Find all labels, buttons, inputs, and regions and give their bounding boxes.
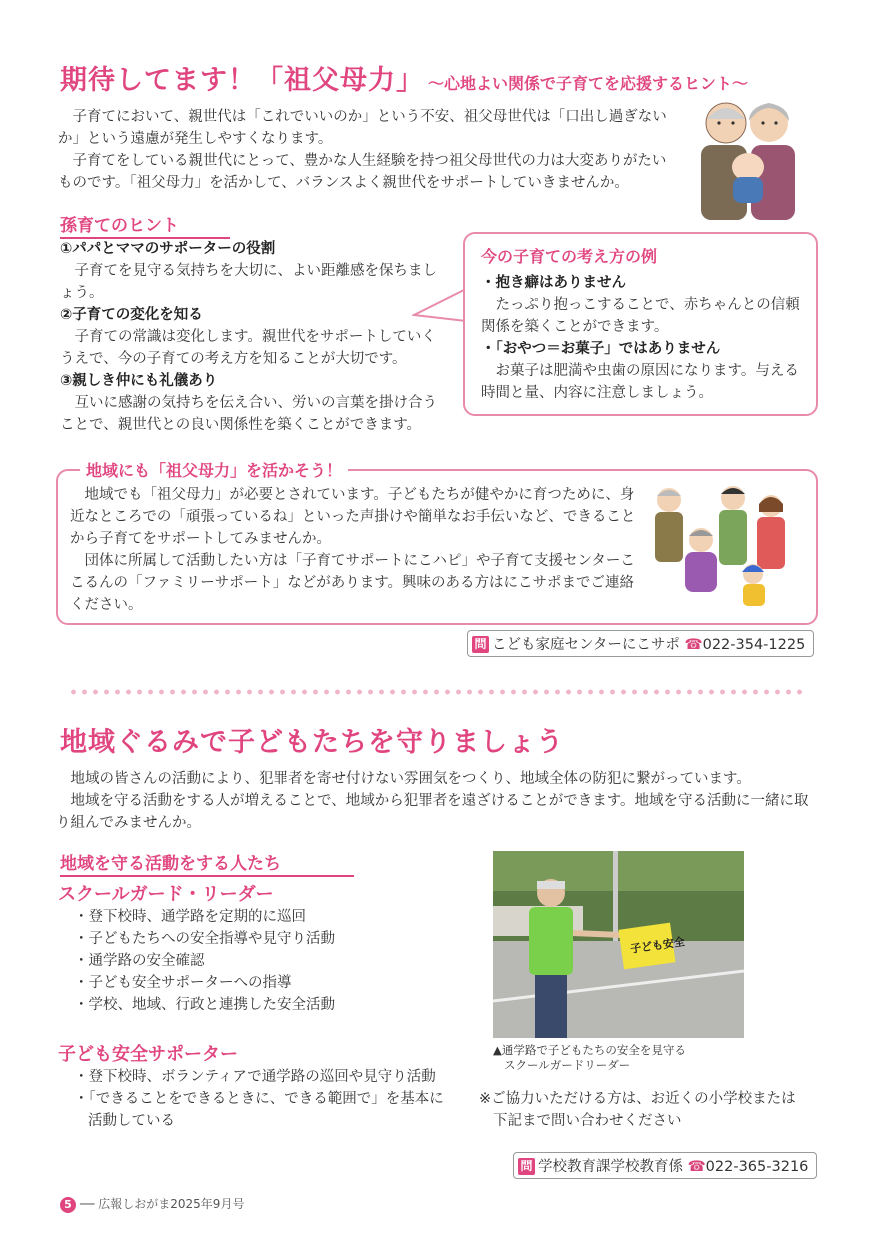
contact-phone: 022-365-3216 [705, 1159, 809, 1175]
supporter-title: 子ども安全サポーター [58, 1044, 238, 1065]
contact-nikosapo [467, 630, 814, 657]
note-line: 下記まで問い合わせください [493, 1113, 682, 1129]
hint-title: ①パパとママのサポーターの役割 [60, 241, 276, 257]
parenting-examples-bubble [463, 232, 818, 416]
note-line: ※ご協力いただける方は、お近くの小学校または [479, 1091, 796, 1107]
guard-title: スクールガード・リーダー [58, 884, 274, 905]
hint-title: ②子育ての変化を知る [60, 307, 203, 323]
section1-title-text: 期待してます！「祖父母力」 [60, 65, 424, 96]
contact-phone: 022-354-1225 [702, 637, 806, 653]
list-item: ・「できることをできるときに、できる範囲で」を基本に活動している [74, 1091, 444, 1129]
community-text [70, 484, 636, 616]
page-number: 5 [60, 1197, 76, 1213]
list-item: ・通学路の安全確認 [74, 953, 205, 969]
bubble-item-body: たっぷり抱っこすることで、赤ちゃんとの信頼関係を築くことができます。 [481, 297, 800, 335]
photo-scene [493, 851, 744, 1038]
community-paragraph: 地域でも「祖父母力」が必要とされています。子どもたちが健やかに育つために、身近なところでの「頑張っているね」といった声掛けや簡単なお手伝いなど、できることから子育てをサポートしてみませんか。 [70, 487, 636, 547]
community-box-title: 地域にも「祖父母力」を活かそう！ [80, 458, 348, 481]
photo-caption [493, 1043, 686, 1073]
inquiry-badge: 問 [518, 1158, 535, 1175]
people-heading: 地域を守る活動をする人たち [60, 849, 354, 877]
hint-body: 子育ての常識は変化します。親世代をサポートしていくうえで、今の子育ての考え方を知ることが大切です。 [60, 329, 436, 367]
list-item: ・子ども安全サポーターへの指導 [74, 975, 292, 991]
caption-line: スクールガードリーダー [504, 1058, 631, 1072]
list-item: ・子どもたちへの安全指導や見守り活動 [74, 931, 335, 947]
school-guard-photo [493, 851, 744, 1038]
guard-list [74, 906, 454, 1016]
intro-paragraph: 地域の皆さんの活動により、犯罪者を寄せ付けない雰囲気をつくり、地域全体の防犯に繋がっています。 [70, 771, 751, 787]
sign-text: 子ども安全 [629, 935, 686, 956]
bubble-title: 今の子育ての考え方の例 [481, 247, 658, 266]
hints-heading: 孫育てのヒント [60, 211, 230, 239]
phone-icon: ☎ [684, 637, 703, 653]
section1-intro [58, 106, 670, 194]
section1-title [60, 58, 748, 97]
contact-name: こども家庭センターにこサポ [492, 637, 680, 653]
list-item: ・登下校時、通学路を定期的に巡回 [74, 909, 306, 925]
page-footer [60, 1195, 244, 1213]
inquiry-badge: 問 [472, 636, 489, 653]
dotted-divider [68, 689, 808, 695]
hint-title: ③親しき仲にも礼儀あり [60, 373, 218, 389]
cooperation-note [479, 1088, 796, 1132]
grandparents-illustration [693, 95, 803, 225]
section2-intro [56, 768, 818, 834]
hint-body: 互いに感謝の気持ちを伝え合い、労いの言葉を掛け合うことで、親世代との良い関係性を築くことができます。 [60, 395, 437, 433]
list-item: ・登下校時、ボランティアで通学路の巡回や見守り活動 [74, 1069, 436, 1085]
list-item: ・学校、地域、行政と連携した安全活動 [74, 997, 335, 1013]
hint-body: 子育てを見守る気持ちを大切に、よい距離感を保ちましょう。 [60, 263, 437, 301]
community-paragraph: 団体に所属して活動したい方は「子育てサポートにこハピ」や子育て支援センターここるんの「ファミリーサポート」などがあります。興味のある方はにこサポまでご連絡ください。 [70, 553, 635, 613]
section1-subtitle: ～心地よい関係で子育てを応援するヒント～ [428, 74, 749, 93]
bubble-body [481, 272, 803, 404]
bubble-item-title: ・「おやつ＝お菓子」ではありません [481, 341, 721, 357]
contact-school-education [513, 1152, 817, 1179]
footer-text: ── 広報しおがま2025年9月号 [80, 1197, 245, 1211]
family-illustration [645, 484, 800, 612]
contact-name: 学校教育課学校教育係 [538, 1159, 683, 1175]
intro-paragraph: 子育てをしている親世代にとって、豊かな人生経験を持つ祖父母世代の力は大変ありがたいものです。「祖父母力」を活かして、バランスよく親世代をサポートしていきませんか。 [58, 153, 667, 191]
bubble-item-body: お菓子は肥満や虫歯の原因になります。与える時間と量、内容に注意しましょう。 [481, 363, 799, 401]
hints-list [60, 238, 438, 436]
bubble-item-title: ・抱き癖はありません [481, 275, 626, 291]
supporter-list [74, 1066, 446, 1132]
intro-paragraph: 子育てにおいて、親世代は「これでいいのか」という不安、祖父母世代は「口出し過ぎないか」という遠慮が発生しやすくなります。 [58, 109, 667, 147]
section2-title: 地域ぐるみで子どもたちを守りましょう [60, 727, 564, 758]
caption-line: ▲通学路で子どもたちの安全を見守る [493, 1043, 686, 1057]
phone-icon: ☎ [687, 1159, 706, 1175]
intro-paragraph: 地域を守る活動をする人が増えることで、地域から犯罪者を遠ざけることができます。地域を守る活動に一緒に取り組んでみませんか。 [56, 793, 809, 831]
bubble-pointer [412, 285, 468, 325]
